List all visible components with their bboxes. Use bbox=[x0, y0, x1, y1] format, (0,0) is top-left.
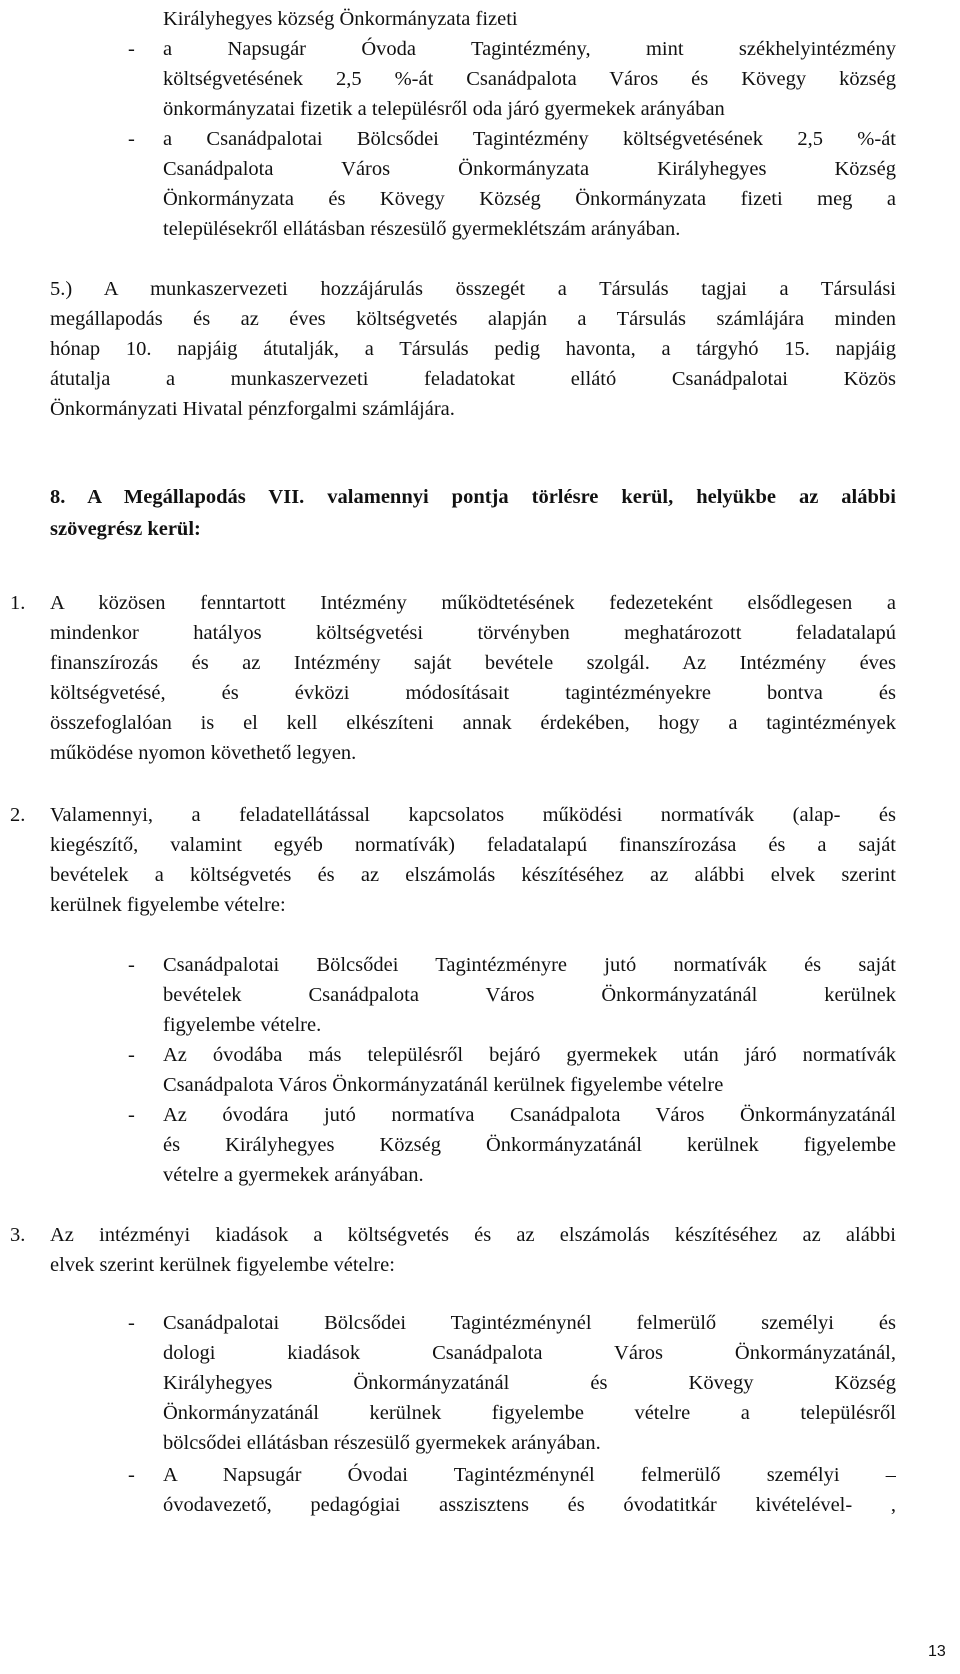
item-1-line: mindenkor hatályos költségvetési törvényben meghatározott feladatalapú bbox=[50, 622, 896, 644]
section-5-line: hónap 10. napjáig átutalják, a Társulás pedig havonta, a tárgyhó 15. napjáig bbox=[50, 338, 896, 360]
dash-marker: - bbox=[128, 128, 135, 150]
dash-marker: - bbox=[128, 1464, 135, 1486]
bullet-line: Az óvodába más településről bejáró gyermekek után járó normatívák bbox=[163, 1044, 896, 1066]
bullet-line: Csanádpalotai Bölcsődei Tagintézményre jutó normatívák és saját bbox=[163, 954, 896, 976]
bullet-line: településekről ellátásban részesülő gyermeklétszám arányában. bbox=[163, 218, 681, 240]
section-5-line: megállapodás és az éves költségvetés alapján a Társulás számlájára minden bbox=[50, 308, 896, 330]
item-1-line: működése nyomon követhető legyen. bbox=[50, 742, 357, 764]
bullet-line: Csanádpalota Város Önkormányzatánál kerülnek figyelembe vételre bbox=[163, 1074, 724, 1096]
bullet-line: Királyhegyes Önkormányzatánál és Kövegy Község bbox=[163, 1372, 896, 1394]
bullet-line: Önkormányzata és Kövegy Község Önkormányzata fizeti meg a bbox=[163, 188, 896, 210]
item-number: 2. bbox=[10, 804, 26, 826]
item-2-line: kerülnek figyelembe vételre: bbox=[50, 894, 286, 916]
bullet-line: Csanádpalota Város Önkormányzata Királyhegyes Község bbox=[163, 158, 896, 180]
section-5-line: átutalja a munkaszervezeti feladatokat ellátó Csanádpalotai Közös bbox=[50, 368, 896, 390]
item-3-line: Az intézményi kiadások a költségvetés és az elszámolás készítéséhez az alábbi bbox=[50, 1224, 896, 1246]
bullet-line: óvodavezető, pedagógiai asszisztens és óvodatitkár kivételével- , bbox=[163, 1494, 896, 1516]
item-number: 1. bbox=[10, 592, 26, 614]
item-1-line: költségvetésé, és évközi módosításait tagintézményekre bontva és bbox=[50, 682, 896, 704]
dash-marker: - bbox=[128, 38, 135, 60]
bullet-line: figyelembe vételre. bbox=[163, 1014, 322, 1036]
bullet-line: dologi kiadások Csanádpalota Város Önkormányzatánál, bbox=[163, 1342, 896, 1364]
bullet-line: Csanádpalotai Bölcsődei Tagintézménynél felmerülő személyi és bbox=[163, 1312, 896, 1334]
section-8-heading: szövegrész kerül: bbox=[50, 518, 201, 540]
section-8-heading: 8. A Megállapodás VII. valamennyi pontja törlésre kerül, helyükbe az alábbi bbox=[50, 486, 896, 508]
item-number: 3. bbox=[10, 1224, 26, 1246]
bullet-line: a Csanádpalotai Bölcsődei Tagintézmény költségvetésének 2,5 %-át bbox=[163, 128, 896, 150]
bullet-line: költségvetésének 2,5 %-át Csanádpalota Város és Kövegy község bbox=[163, 68, 896, 90]
bullet-line: bevételek Csanádpalota Város Önkormányzatánál kerülnek bbox=[163, 984, 896, 1006]
section-5-line: Önkormányzati Hivatal pénzforgalmi számlájára. bbox=[50, 398, 455, 420]
intro-line: Királyhegyes község Önkormányzata fizeti bbox=[163, 8, 518, 30]
bullet-line: A Napsugár Óvodai Tagintézménynél felmerülő személyi – bbox=[163, 1464, 896, 1486]
bullet-line: vételre a gyermekek arányában. bbox=[163, 1164, 424, 1186]
item-2-line: bevételek a költségvetés és az elszámolás készítéséhez az alábbi elvek szerint bbox=[50, 864, 896, 886]
item-2-line: Valamennyi, a feladatellátással kapcsolatos működési normatívák (alap- és bbox=[50, 804, 896, 826]
item-3-line: elvek szerint kerülnek figyelembe vételre: bbox=[50, 1254, 395, 1276]
section-5-line: 5.) A munkaszervezeti hozzájárulás összegét a Társulás tagjai a Társulási bbox=[50, 278, 896, 300]
bullet-line: önkormányzatai fizetik a településről oda járó gyermekek arányában bbox=[163, 98, 725, 120]
dash-marker: - bbox=[128, 1312, 135, 1334]
dash-marker: - bbox=[128, 1044, 135, 1066]
item-2-line: kiegészítő, valamint egyéb normatívák) feladatalapú finanszírozása és a saját bbox=[50, 834, 896, 856]
dash-marker: - bbox=[128, 1104, 135, 1126]
bullet-line: és Királyhegyes Község Önkormányzatánál kerülnek figyelembe bbox=[163, 1134, 896, 1156]
bullet-line: Az óvodára jutó normatíva Csanádpalota Város Önkormányzatánál bbox=[163, 1104, 896, 1126]
bullet-line: bölcsődei ellátásban részesülő gyermekek arányában. bbox=[163, 1432, 601, 1454]
item-1-line: A közösen fenntartott Intézmény működtetésének fedezeteként elsődlegesen a bbox=[50, 592, 896, 614]
bullet-line: Önkormányzatánál kerülnek figyelembe vételre a településről bbox=[163, 1402, 896, 1424]
bullet-line: a Napsugár Óvoda Tagintézmény, mint székhelyintézmény bbox=[163, 38, 896, 60]
item-1-line: összefoglalóan is el kell elkészíteni annak érdekében, hogy a tagintézmények bbox=[50, 712, 896, 734]
dash-marker: - bbox=[128, 954, 135, 976]
page-number: 13 bbox=[928, 1643, 946, 1660]
item-1-line: finanszírozás és az Intézmény saját bevétele szolgál. Az Intézmény éves bbox=[50, 652, 896, 674]
